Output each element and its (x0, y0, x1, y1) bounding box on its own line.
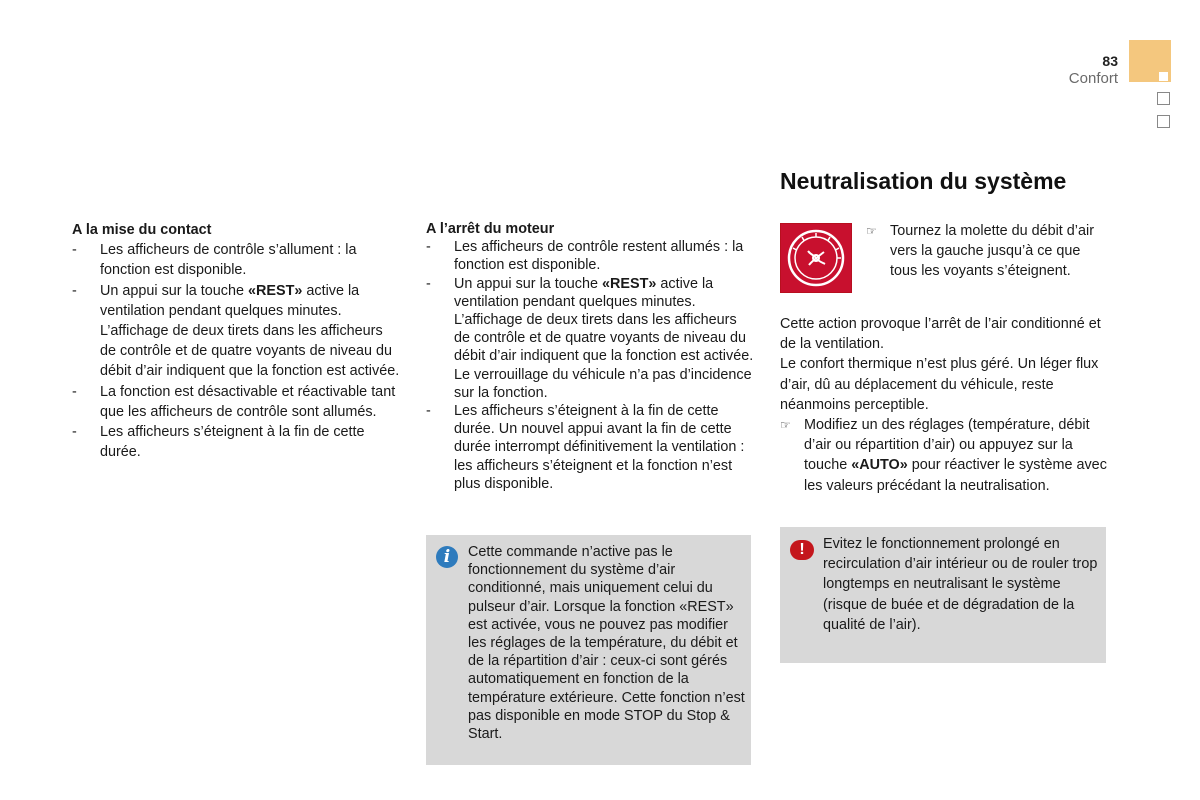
info-note-text: Cette commande n’active pas le fonctionnement du système d’air conditionné, mais uniquement celui du pulseur d’air. Lorsque la fonction «REST» est activée, vous ne pouvez pas modifier les réglages de la température, du débit et de la répartition d’air : ceux-ci sont gérés automatiquement en fonction de la température extérieure. Cette fonction n’est pas disponible en mode STOP du Stop & Start. (468, 544, 745, 743)
list-item: - Les afficheurs s’éteignent à la fin de cette durée. (72, 424, 365, 461)
subheading-engine-off: A l’arrêt du moteur (426, 221, 555, 237)
section-tab-box (1157, 115, 1170, 128)
list-item: - Un appui sur la touche «REST» active la ventilation pendant quelques minutes. L’affichage de deux tirets dans les afficheurs de contrôle et de quatre voyants de niveau du débit d’air indiquent que la fonction est activée. Le verrouillage du véhicule n’a pas d’incidence sur la fonction. (426, 275, 754, 401)
warning-icon: ! (790, 540, 814, 560)
column-ignition-on (72, 220, 402, 462)
section-tab-marker (1159, 72, 1168, 81)
list-item: - Les afficheurs de contrôle restent allumés : la fonction est disponible. (426, 239, 744, 274)
warning-note-text: Evitez le fonctionnement prolongé en recirculation d’air intérieur ou de rouler trop longtemps en neutralisant le système (risque de buée et de dégradation de la qualité de l’air). (823, 536, 1098, 633)
info-icon: i (436, 546, 458, 568)
list-item: - La fonction est désactivable et réactivable tant que les afficheurs de contrôle sont allumés. (72, 383, 396, 420)
page-number: 83 (1102, 53, 1118, 69)
section-heading: Neutralisation du système (780, 168, 1067, 194)
subheading-ignition-on: A la mise du contact (72, 222, 212, 238)
step-turn-knob: ☞ Tournez la molette du débit d’air vers la gauche jusqu’à ce que tous les voyants s’éteignent. (866, 223, 1094, 280)
pointer-hand-icon: ☞ (866, 224, 877, 238)
list-item: - Un appui sur la touche «REST» active la ventilation pendant quelques minutes. L’affichage de deux tirets dans les afficheurs de contrôle et de quatre voyants de niveau du débit d’air indiquent que la fonction est activée. (72, 282, 400, 380)
list-item: - Les afficheurs s’éteignent à la fin de cette durée. Un nouvel appui avant la fin de cette durée interrompt définitivement la ventilation : les afficheurs s’éteignent et la fonction n’est plus disponible. (426, 403, 745, 492)
paragraph: Le confort thermique n’est plus géré. Un léger flux d’air, dû au déplacement du véhicule, reste néanmoins perceptible. (780, 356, 1099, 413)
paragraph: Cette action provoque l’arrêt de l’air conditionné et de la ventilation. (780, 316, 1101, 353)
step-reactivate: ☞ Modifiez un des réglages (température, débit d’air ou répartition d’air) ou appuyez sur la touche «AUTO» pour réactiver le système avec les valeurs précédant la neutralisation. (780, 417, 1107, 494)
list-item: - Les afficheurs de contrôle s’allument : la fonction est disponible. (72, 242, 357, 279)
section-tab-box (1157, 92, 1170, 105)
pointer-hand-icon: ☞ (780, 418, 791, 433)
rest-item-text: Un appui sur la touche «REST» active la ventilation pendant quelques minutes. L’affichage de deux tirets dans les afficheurs de contrôle et de quatre voyants de niveau du débit d’air indiquent que la fonction est activée. (100, 282, 400, 380)
section-title: Confort (1068, 70, 1118, 87)
fan-speed-knob-icon (780, 223, 852, 293)
neutralisation-text (780, 314, 1110, 496)
column-engine-off (426, 220, 756, 493)
